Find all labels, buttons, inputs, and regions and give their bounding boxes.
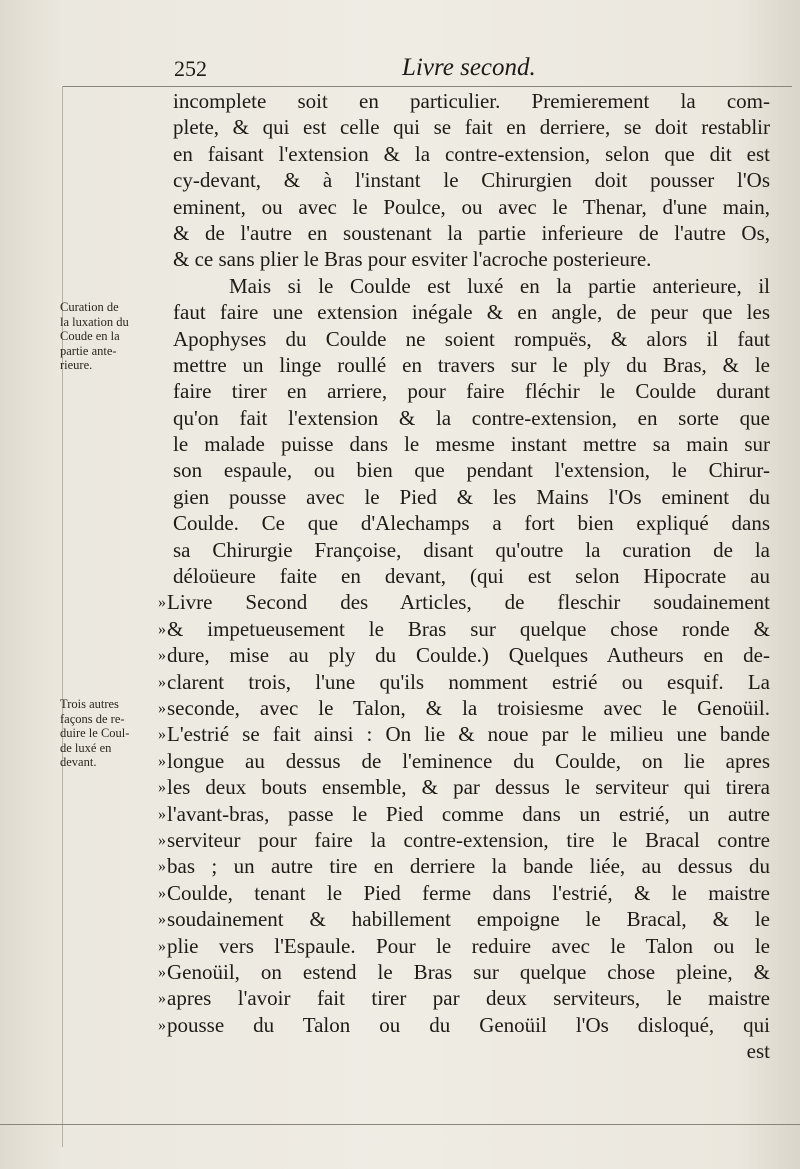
- body-text: [158, 88, 770, 1064]
- text-line: mettre un linge roullé en travers sur le ply du Bras, & le: [173, 352, 770, 377]
- text-line: »clarent trois, l'une qu'ils nomment estrié ou esquif. La: [158, 669, 770, 694]
- text-line: & de l'autre en soustenant la partie inferieure de l'autre Os,: [173, 220, 770, 245]
- text-line: »apres l'avoir fait tirer par deux serviteurs, le maistre: [158, 986, 770, 1011]
- margin-note-line: façons de re-: [60, 711, 125, 726]
- text-line: »bas ; un autre tire en derriere la bande liée, au dessus du: [158, 854, 770, 879]
- footer-rule: [0, 1124, 800, 1125]
- text-line: Apophyses du Coulde ne soient rompuës, & alors il faut: [173, 326, 770, 351]
- text-line: »Coulde, tenant le Pied ferme dans l'estrié, & le maistre: [158, 880, 770, 905]
- text-line: »les deux bouts ensemble, & par dessus le serviteur qui tirera: [158, 775, 770, 800]
- text-line: incomplete soit en particulier. Premierement la com-: [173, 89, 770, 113]
- margin-note-line: la luxation du: [60, 314, 129, 329]
- text-line: »dure, mise au ply du Coulde.) Quelques Autheurs en de-: [158, 643, 770, 668]
- catchword: est: [746, 1039, 770, 1064]
- text-line: »& impetueusement le Bras sur quelque chose ronde &: [158, 616, 770, 641]
- text-line: sa Chirurgie Françoise, disant qu'outre la curation de la: [173, 537, 770, 562]
- text-line: »serviteur pour faire la contre-extension, tire le Bracal contre: [158, 827, 770, 852]
- text-line: faut faire une extension inégale & en angle, de peur que les: [173, 300, 770, 325]
- text-line: & ce sans plier le Bras pour esviter l'acroche posterieure.: [173, 247, 652, 272]
- margin-note-curation: [60, 300, 168, 373]
- text-line: Mais si le Coulde est luxé en la partie anterieure, il: [229, 273, 770, 298]
- text-line: cy-devant, & à l'instant le Chirurgien doit pousser l'Os: [173, 168, 770, 193]
- margin-note-trois-facons: [60, 697, 168, 770]
- text-line: eminent, ou avec le Poulce, ou avec le Thenar, d'une main,: [173, 194, 770, 219]
- text-line: »plie vers l'Espaule. Pour le reduire avec le Talon ou le: [158, 933, 770, 958]
- margin-note-line: rieure.: [60, 358, 93, 372]
- margin-note-line: Trois autres: [60, 697, 119, 711]
- text-line: »pousse du Talon ou du Genoüil l'Os disloqué, qui: [158, 1012, 770, 1037]
- text-line: »seconde, avec le Talon, & la troisiesme avec le Genoüil.: [158, 695, 770, 720]
- page-header: [174, 52, 774, 84]
- margin-note-line: partie ante-: [60, 343, 117, 358]
- text-line: qu'on fait l'extension & la contre-extension, en sorte que: [173, 405, 770, 430]
- margin-note-line: duire le Coul-: [60, 726, 130, 740]
- text-line: son espaule, ou bien que pendant l'extension, le Chirur-: [173, 458, 770, 483]
- text-line: déloüeure faite en devant, (qui est selon Hipocrate au: [173, 564, 770, 589]
- text-line: »longue au dessus de l'eminence du Coulde, on lie apres: [158, 748, 770, 773]
- text-line: plete, & qui est celle qui se fait en derriere, se doit restablir: [173, 115, 770, 140]
- text-line: »L'estrié se fait ainsi : On lie & noue par le milieu une bande: [158, 722, 770, 747]
- text-line: en faisant l'extension & la contre-extension, selon que dit est: [173, 141, 770, 166]
- margin-note-line: Curation de: [60, 300, 119, 314]
- running-title: Livre second.: [402, 54, 536, 81]
- text-line: »Livre Second des Articles, de fleschir soudainement: [158, 590, 770, 615]
- margin-rule: [62, 86, 63, 1147]
- text-line: »l'avant-bras, passe le Pied comme dans un estrié, un autre: [158, 801, 770, 826]
- margin-note-line: devant.: [60, 755, 97, 769]
- text-line: Coulde. Ce que d'Alechamps a fort bien expliqué dans: [173, 511, 770, 536]
- page-number: 252: [174, 56, 207, 81]
- text-line: faire tirer en arriere, pour faire fléchir le Coulde durant: [173, 379, 770, 404]
- margin-note-line: Coude en la: [60, 329, 120, 343]
- header-rule: [62, 86, 792, 87]
- margin-note-line: de luxé en: [60, 740, 112, 755]
- text-line: »soudainement & habillement empoigne le Bracal, & le: [158, 907, 770, 932]
- text-line: »Genoüil, on estend le Bras sur quelque chose pleine, &: [158, 959, 770, 984]
- text-line: le malade puisse dans le mesme instant mettre sa main sur: [173, 432, 770, 457]
- text-line: gien pousse avec le Pied & les Mains l'Os eminent du: [173, 484, 770, 509]
